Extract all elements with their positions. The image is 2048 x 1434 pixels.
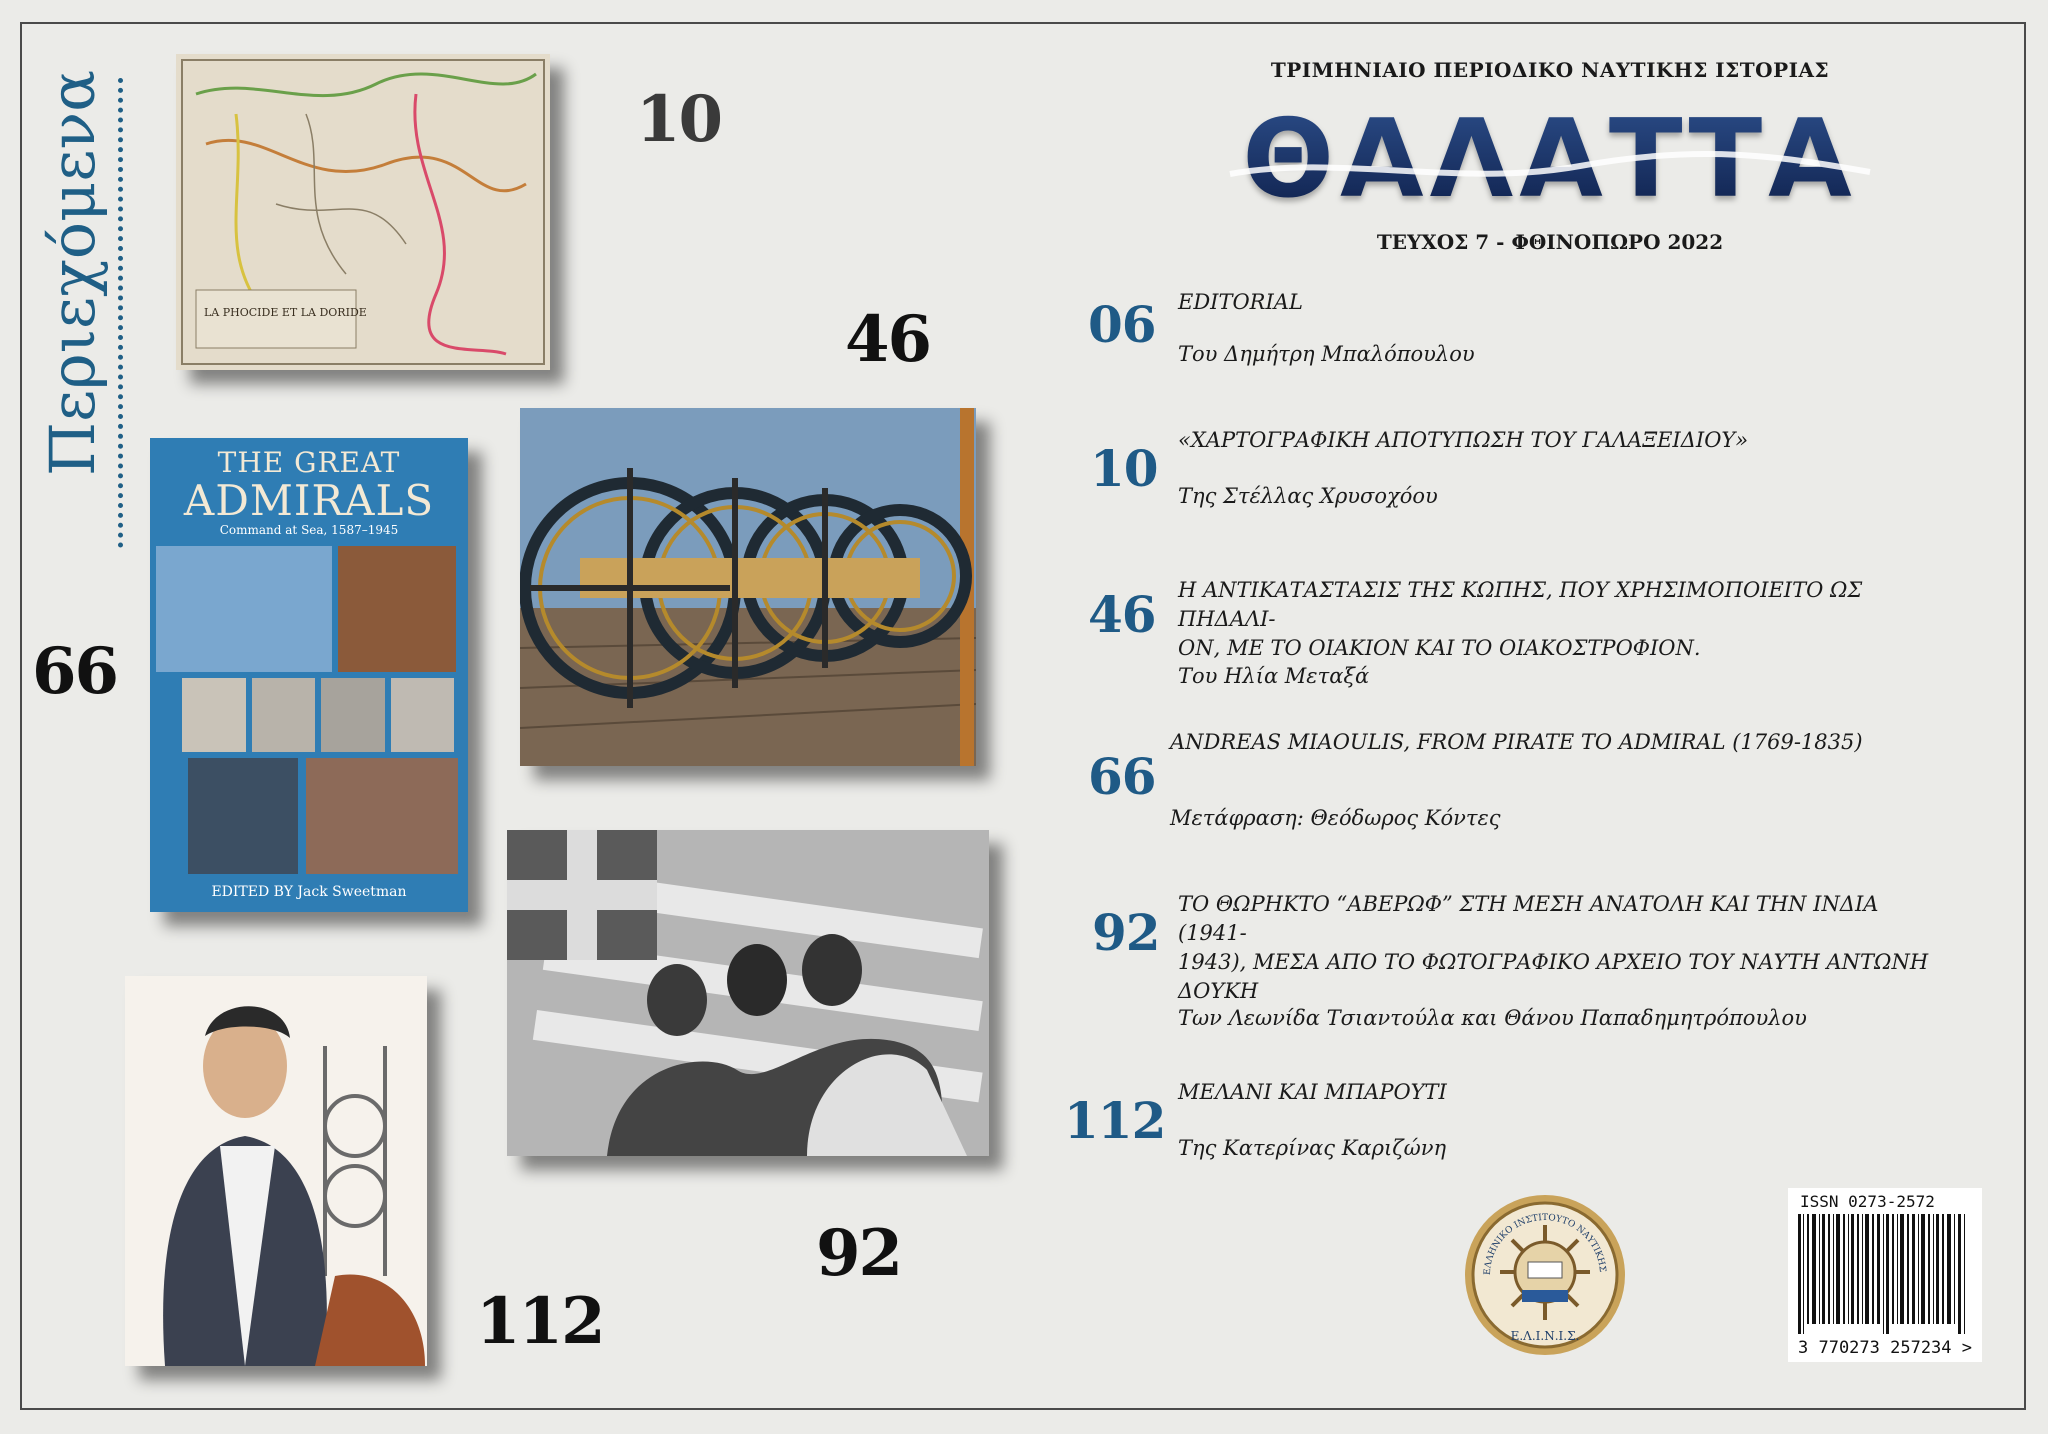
marker-46: 46 xyxy=(845,302,931,377)
marker-112: 112 xyxy=(476,1284,604,1359)
toc-title-rudder-line2: ΟΝ, ΜΕ ΤΟ ΟΙΑΚΙΟΝ ΚΑΙ ΤΟ ΟΙΑΚΟΣΤΡΟΦΙΟΝ. xyxy=(1178,636,1701,660)
toc-author-galaxidi-map: Της Στέλλας Χρυσοχόου xyxy=(1178,484,1438,508)
seal-abbreviation: Ε.Λ.Ι.Ν.Ι.Σ. xyxy=(1510,1329,1580,1343)
map-cartouche-label: LA PHOCIDE ET LA DORIDE xyxy=(204,306,367,319)
toc-title-averof xyxy=(1178,890,1948,1006)
map-image xyxy=(176,54,550,370)
barcode-bars xyxy=(1788,1214,1982,1344)
toc-author-ink-gunpowder: Της Κατερίνας Καριζώνη xyxy=(1178,1136,1447,1160)
toc-page-66: 66 xyxy=(1088,747,1156,806)
barcode-digits: 3 770273 257234 > xyxy=(1798,1338,1972,1358)
book-title-line1: THE GREAT xyxy=(217,446,401,479)
issue-info: ΤΕΥΧΟΣ 7 - ΦΘΙΝΟΠΩΡΟ 2022 xyxy=(1376,230,1724,254)
institute-seal-emblem xyxy=(1460,1190,1630,1360)
book-title-line2: ADMIRALS xyxy=(183,476,435,525)
masthead-kicker: ΤΡΙΜΗΝΙΑΙΟ ΠΕΡΙΟΔΙΚΟ ΝΑΥΤΙΚΗΣ ΙΣΤΟΡΙΑΣ xyxy=(1270,58,1830,82)
portrait-drawing xyxy=(125,976,427,1366)
seal-ring-text: ΕΛΛΗΝΙΚΟ ΙΝΣΤΙΤΟΥΤΟ ΝΑΥΤΙΚΗΣ xyxy=(1482,1212,1607,1276)
institute-seal xyxy=(1460,1190,1630,1360)
book-portrait-strip xyxy=(182,678,454,752)
ship-wheels-illustration xyxy=(520,408,976,766)
toc-title-rudder-line1: Η ΑΝΤΙΚΑΤΑΣΤΑΣΙΣ ΤΗΣ ΚΩΠΗΣ, ΠΟΥ ΧΡΗΣΙΜΟΠΟΙΕΙΤΟ ΩΣ ΠΗΔΑΛΙ- xyxy=(1178,578,1863,631)
toc-author-rudder: Του Ηλία Μεταξά xyxy=(1178,664,1370,688)
book-portrait-panel xyxy=(338,546,456,672)
book-subtitle: Command at Sea, 1587–1945 xyxy=(219,523,399,537)
logo-text: ΘΑΛΑΤΤΑ xyxy=(1242,97,1858,216)
toc-author-editorial: Του Δημήτρη Μπαλόπουλου xyxy=(1178,342,1475,366)
marker-66: 66 xyxy=(32,634,118,709)
toc-title-rudder xyxy=(1178,576,1948,663)
toc-title-averof-line2: 1943), ΜΕΣΑ ΑΠΟ ΤΟ ΦΩΤΟΓΡΑΦΙΚΟ ΑΡΧΕΙΟ ΤΟΥ ΝΑΥΤΗ ΑΝΤΩΝΗ xyxy=(1178,950,1929,974)
ship-wheels-image xyxy=(520,408,976,766)
marker-10: 10 xyxy=(636,82,722,157)
toc-title-averof-line3: ΔΟΥΚΗ xyxy=(1178,979,1259,1003)
toc-title-editorial: EDITORIAL xyxy=(1178,290,1303,314)
logo-wordmark xyxy=(1220,96,1880,216)
portrait-illustration xyxy=(125,976,427,1366)
toc-title-averof-line1: ΤΟ ΘΩΡΗΚΤΟ “ΑΒΕΡΩΦ” ΣΤΗ ΜΕΣΗ ΑΝΑΤΟΛΗ ΚΑΙ ΤΗΝ ΙΝΔΙΑ (1941- xyxy=(1178,892,1879,945)
map-illustration xyxy=(176,54,550,370)
toc-author-miaoulis: Μετάφραση: Θεόδωρος Κόντες xyxy=(1170,806,1501,830)
side-title xyxy=(38,70,108,550)
book-warship-panel xyxy=(306,758,458,874)
toc-page-46: 46 xyxy=(1088,585,1156,644)
side-title-text: Περιεχόμενα xyxy=(36,70,109,476)
toc-title-galaxidi-map: «ΧΑΡΤΟΓΡΑΦΙΚΗ ΑΠΟΤΥΠΩΣΗ ΤΟΥ ΓΑΛΑΞΕΙΔΙΟΥ» xyxy=(1178,428,1749,452)
toc-author-averof: Των Λεωνίδα Τσιαντούλα και Θάνου Παπαδημητρόπουλου xyxy=(1178,1006,1807,1030)
toc-page-06: 06 xyxy=(1088,295,1156,354)
toc-title-miaoulis: ANDREAS MIAOULIS, FROM PIRATE TO ADMIRAL (1769-1835) xyxy=(1170,730,1863,754)
marker-92: 92 xyxy=(816,1216,902,1291)
side-title-dotted-rule xyxy=(118,78,123,548)
book-editor-credit: EDITED BY Jack Sweetman xyxy=(211,884,407,900)
book-cover-image xyxy=(150,438,468,912)
masthead xyxy=(1170,58,1930,254)
issn-number: ISSN 0273-2572 xyxy=(1800,1192,1935,1211)
toc-page-112: 112 xyxy=(1064,1091,1166,1150)
book-photo-panel xyxy=(188,758,298,874)
sailors-photo xyxy=(507,830,989,1156)
issn-barcode xyxy=(1788,1188,1982,1362)
book-battle-panel xyxy=(156,546,332,672)
toc-title-ink-gunpowder: ΜΕΛΑΝΙ ΚΑΙ ΜΠΑΡΟΥΤΙ xyxy=(1178,1080,1447,1104)
magazine-logo xyxy=(1220,96,1880,216)
toc-page-10: 10 xyxy=(1090,439,1158,498)
sailors-photo-illustration xyxy=(507,830,989,1156)
toc-page-92: 92 xyxy=(1092,903,1160,962)
